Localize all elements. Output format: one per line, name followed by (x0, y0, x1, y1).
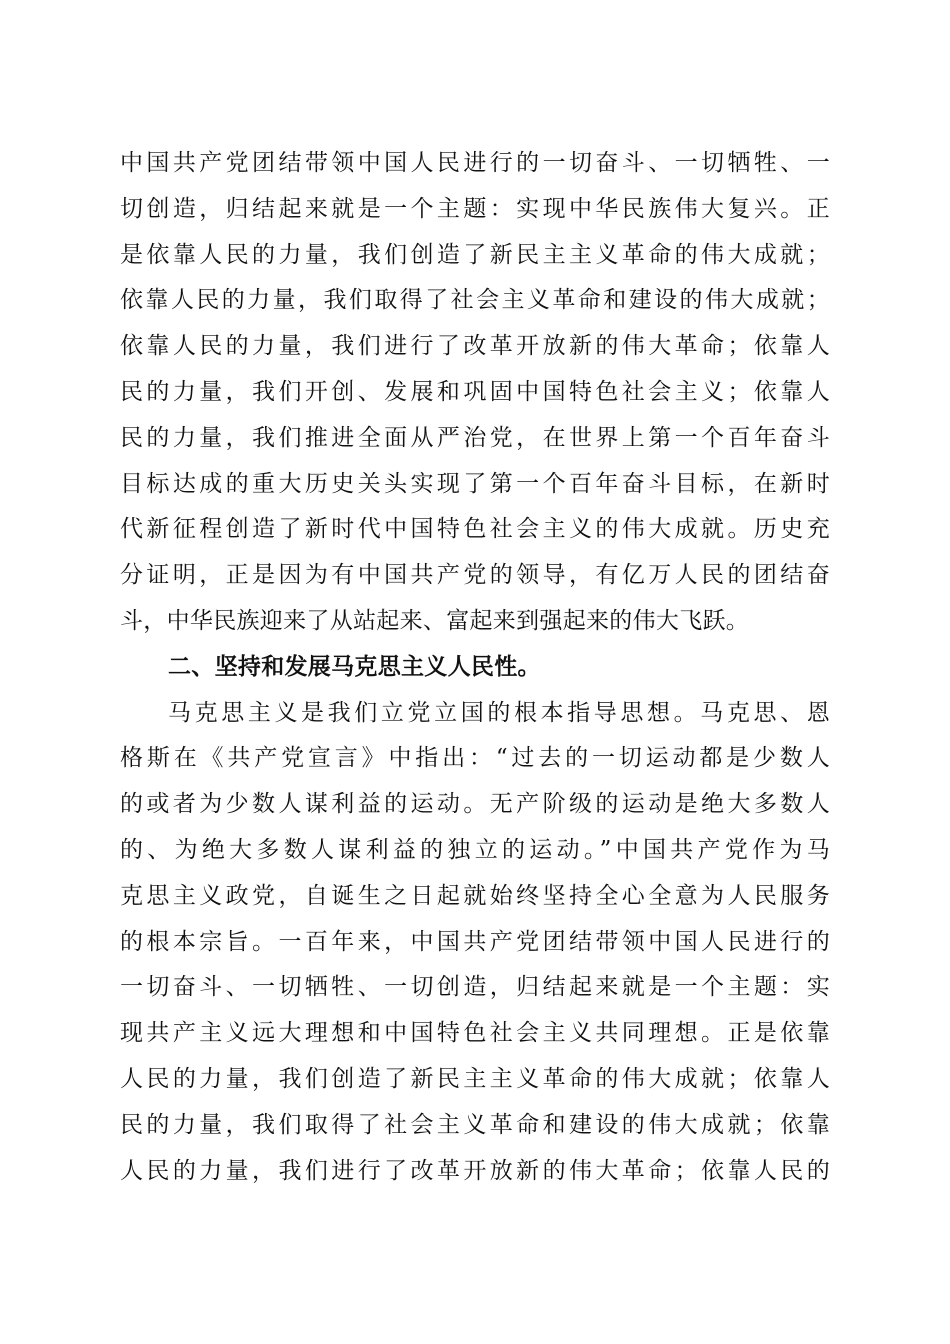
paragraph-line: 马克思主义是我们立党立国的根本指导思想。马克思、恩 (168, 699, 830, 726)
paragraph-line: 中国共产党团结带领中国人民进行的一切奋斗、一切牺牲、一 (120, 150, 830, 176)
paragraph-line: 克思主义政党，自诞生之日起就始终坚持全心全意为人民服务 (120, 882, 830, 909)
paragraph-line: 是依靠人民的力量，我们创造了新民主主义革命的伟大成就； (120, 241, 830, 268)
paragraph-line: 依靠人民的力量，我们取得了社会主义革命和建设的伟大成就； (120, 287, 830, 314)
paragraph-line: 民的力量，我们推进全面从严治党，在世界上第一个百年奋斗 (120, 424, 830, 451)
section-heading: 二、坚持和发展马克思主义人民性。 (168, 653, 541, 680)
paragraph-line: 民的力量，我们取得了社会主义革命和建设的伟大成就；依靠 (120, 1111, 830, 1138)
paragraph-line: 现共产主义远大理想和中国特色社会主义共同理想。正是依靠 (120, 1020, 830, 1047)
paragraph-line: 的、为绝大多数人谋利益的独立的运动。”中国共产党作为马 (120, 836, 830, 863)
paragraph-line: 的或者为少数人谋利益的运动。无产阶级的运动是绝大多数人 (120, 791, 830, 818)
paragraph-line: 代新征程创造了新时代中国特色社会主义的伟大成就。历史充 (120, 516, 830, 543)
paragraph-line: 目标达成的重大历史关头实现了第一个百年奋斗目标，在新时 (120, 470, 830, 497)
paragraph-line: 格斯在《共产党宣言》中指出：“过去的一切运动都是少数人 (120, 745, 830, 772)
paragraph-line: 一切奋斗、一切牺牲、一切创造，归结起来就是一个主题：实 (120, 974, 830, 1001)
paragraph-line: 民的力量，我们开创、发展和巩固中国特色社会主义；依靠人 (120, 378, 830, 405)
paragraph-line: 依靠人民的力量，我们进行了改革开放新的伟大革命；依靠人 (120, 333, 830, 360)
paragraph-line: 人民的力量，我们创造了新民主主义革命的伟大成就；依靠人 (120, 1065, 830, 1092)
paragraph-2 (120, 691, 830, 1195)
paragraph-1 (120, 141, 830, 645)
paragraph-line: 人民的力量，我们进行了改革开放新的伟大革命；依靠人民的 (120, 1157, 830, 1184)
paragraph-line: 切创造，归结起来就是一个主题：实现中华民族伟大复兴。正 (120, 195, 830, 222)
paragraph-line: 斗，中华民族迎来了从站起来、富起来到强起来的伟大飞跃。 (120, 607, 750, 634)
document-body (120, 141, 830, 1194)
paragraph-line: 分证明，正是因为有中国共产党的领导，有亿万人民的团结奋 (120, 562, 830, 589)
paragraph-line: 的根本宗旨。一百年来，中国共产党团结带领中国人民进行的 (120, 928, 830, 955)
